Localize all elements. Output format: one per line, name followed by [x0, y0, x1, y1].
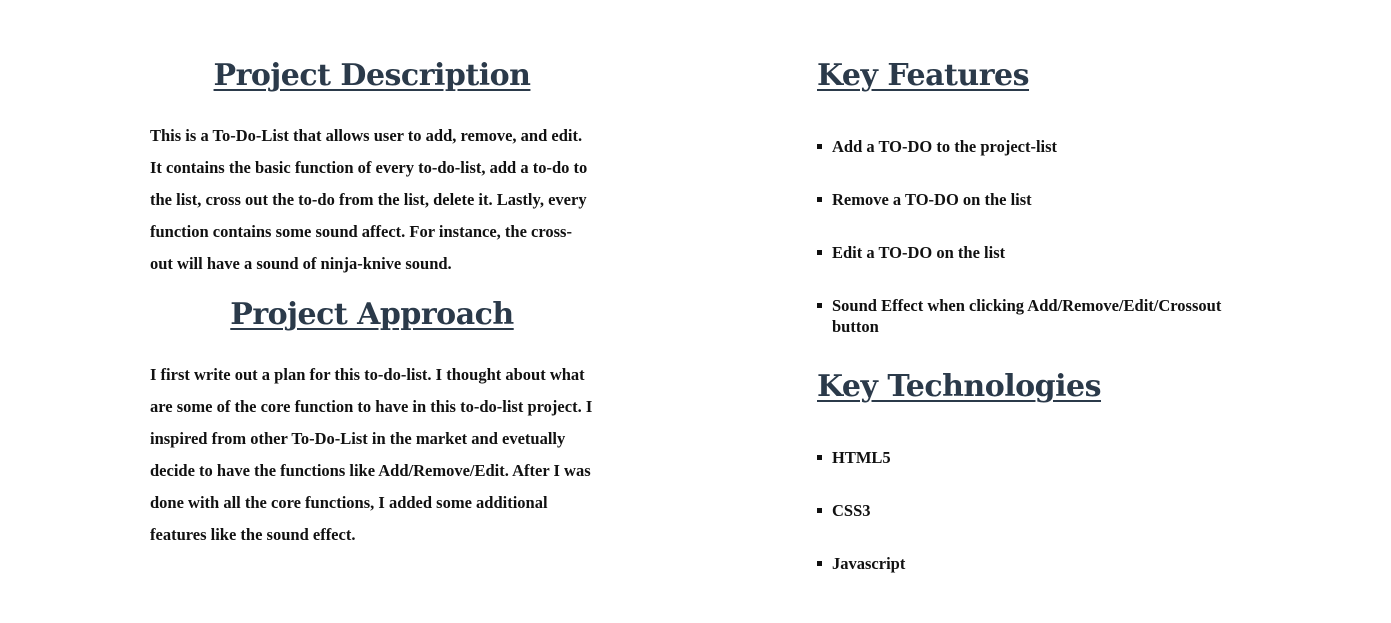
project-approach-heading: Project Approach	[230, 297, 514, 332]
technology-text: CSS3	[832, 501, 871, 520]
technology-text: Javascript	[832, 554, 906, 573]
square-bullet-icon	[817, 303, 822, 308]
feature-text: Sound Effect when clicking Add/Remove/Edit/Crossout button	[832, 296, 1222, 336]
feature-text: Edit a TO-DO on the list	[832, 243, 1006, 262]
right-column	[817, 54, 1257, 574]
project-description-heading: Project Description	[213, 58, 531, 93]
list-item	[817, 447, 1257, 468]
square-bullet-icon	[817, 197, 822, 202]
square-bullet-icon	[817, 561, 822, 566]
square-bullet-icon	[817, 508, 822, 513]
list-item	[817, 500, 1257, 521]
key-features-heading: Key Features	[817, 58, 1030, 93]
square-bullet-icon	[817, 250, 822, 255]
feature-text: Add a TO-DO to the project-list	[832, 137, 1058, 156]
project-approach-text: I first write out a plan for this to-do-list. I thought about what are some of the core function to have in this to-do-list project. I inspired from other To-Do-List in the market and evetually decide to have the functions like Add/Remove/Edit. After I was done with all the core functions, I added some additional features like the sound effect.	[150, 365, 593, 544]
key-technologies-list	[817, 447, 1257, 574]
key-technologies-heading: Key Technologies	[817, 369, 1102, 404]
list-item	[817, 242, 1257, 263]
list-item	[817, 553, 1257, 574]
technology-text: HTML5	[832, 448, 891, 467]
key-features-list	[817, 136, 1257, 337]
list-item	[817, 189, 1257, 210]
list-item	[817, 136, 1257, 157]
feature-text: Remove a TO-DO on the list	[832, 190, 1032, 209]
project-description-text: This is a To-Do-List that allows user to add, remove, and edit. It contains the basic function of every to-do-list, add a to-do to the list, cross out the to-do from the list, delete it. Lastly, every function contains some sound affect. For instance, the cross-out will have a sound of ninja-knive sound.	[150, 126, 588, 273]
list-item	[817, 295, 1257, 337]
square-bullet-icon	[817, 144, 822, 149]
left-column	[150, 54, 594, 551]
square-bullet-icon	[817, 455, 822, 460]
